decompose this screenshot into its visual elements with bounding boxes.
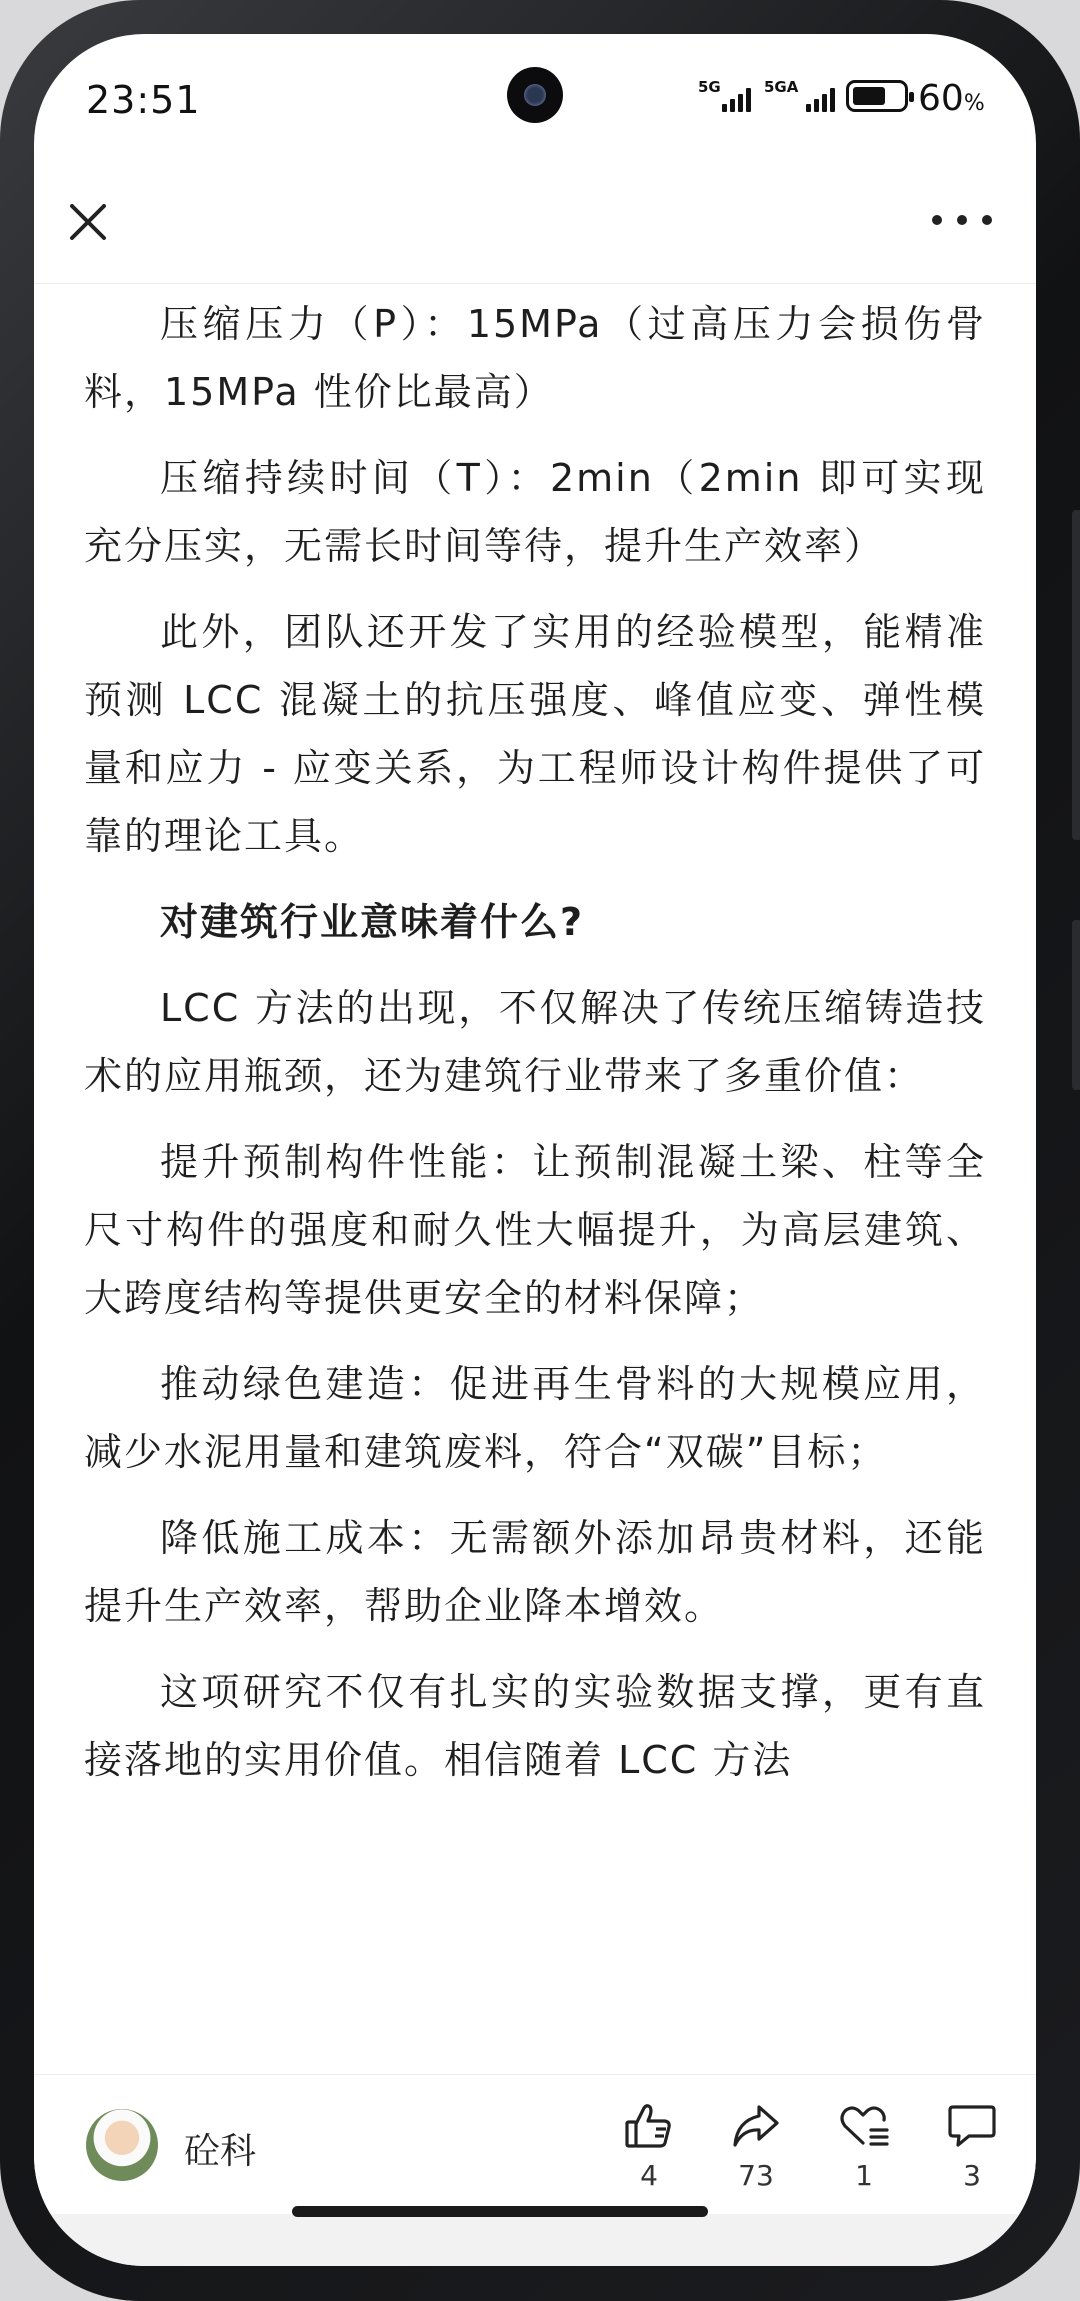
share-button[interactable] — [711, 2099, 801, 2192]
share-arrow-icon — [729, 2099, 783, 2153]
comment-count: 3 — [963, 2159, 981, 2192]
signal-5g-label: 5G — [698, 78, 721, 96]
status-time: 23:51 — [86, 78, 201, 122]
paragraph-conclusion: 这项研究不仅有扎实的实验数据支撑，更有直接落地的实用价值。相信随着 LCC 方法 — [84, 1670, 986, 1782]
author-name[interactable]: 砼科 — [184, 2131, 257, 2172]
article-body — [84, 284, 986, 2104]
paragraph-compression-time: 压缩持续时间（T）：2min（2min 即可实现充分压实，无需长时间等待，提升生产效率） — [84, 456, 986, 568]
power-button — [1072, 920, 1080, 1090]
like-count: 4 — [640, 2159, 658, 2192]
gesture-area — [34, 2214, 1036, 2266]
close-icon[interactable] — [62, 196, 114, 248]
screen — [34, 34, 1036, 2266]
front-camera — [507, 67, 563, 123]
section-heading: 对建筑行业意味着什么? — [160, 900, 585, 944]
battery-icon — [846, 80, 908, 112]
status-bar — [34, 34, 1036, 164]
like-button[interactable] — [604, 2099, 694, 2192]
favorite-button[interactable] — [819, 2099, 909, 2192]
signal-bars-icon — [806, 88, 835, 112]
paragraph-precast-performance: 提升预制构件性能：让预制混凝土梁、柱等全尺寸构件的强度和耐久性大幅提升，为高层建筑、大跨度结构等提供更安全的材料保障； — [84, 1140, 986, 1320]
volume-button — [1072, 510, 1080, 840]
comment-bubble-icon — [945, 2099, 999, 2153]
signal-bars-icon — [722, 88, 751, 112]
bottom-action-bar — [34, 2074, 1036, 2214]
share-count: 73 — [738, 2159, 774, 2192]
signal-5ga-label: 5GA — [764, 78, 799, 96]
paragraph-compression-pressure: 压缩压力（P）：15MPa（过高压力会损伤骨料，15MPa 性价比最高） — [84, 302, 986, 414]
heart-list-icon — [837, 2099, 891, 2153]
paragraph-cost-reduction: 降低施工成本：无需额外添加昂贵材料，还能提升生产效率，帮助企业降本增效。 — [84, 1516, 986, 1628]
paragraph-green-building: 推动绿色建造：促进再生骨料的大规模应用，减少水泥用量和建筑废料，符合“双碳”目标； — [84, 1362, 986, 1474]
author-avatar[interactable] — [86, 2109, 158, 2181]
paragraph-lcc-intro: LCC 方法的出现，不仅解决了传统压缩铸造技术的应用瓶颈，还为建筑行业带来了多重价值： — [84, 986, 986, 1098]
battery-percent: 60% — [918, 78, 985, 119]
paragraph-empirical-model: 此外，团队还开发了实用的经验模型，能精准预测 LCC 混凝土的抗压强度、峰值应变、弹性模量和应力 - 应变关系，为工程师设计构件提供了可靠的理论工具。 — [84, 610, 986, 858]
more-options-icon[interactable] — [932, 208, 992, 232]
app-header — [34, 164, 1036, 284]
home-indicator[interactable] — [292, 2206, 708, 2217]
favorite-count: 1 — [855, 2159, 873, 2192]
thumbs-up-icon — [622, 2099, 676, 2153]
comment-button[interactable] — [927, 2099, 1017, 2192]
